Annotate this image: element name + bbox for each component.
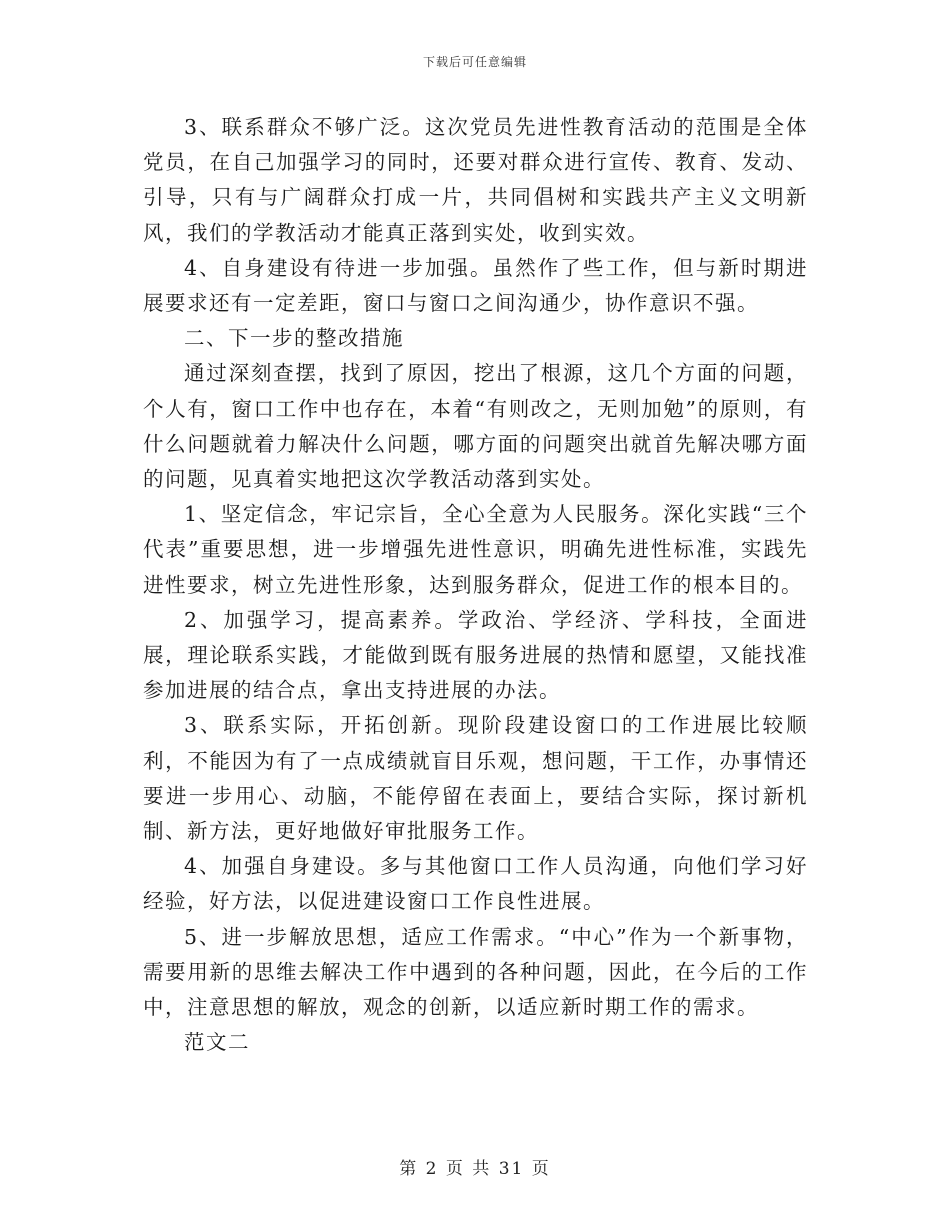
paragraph-problem-3: 3、联系群众不够广泛。这次党员先进性教育活动的范围是全体党员，在自己加强学习的同时，还要对群众进行宣传、教育、发动、引导，只有与广阔群众打成一片，共同倡树和实践共产主义文明新风，我们的学教活动才能真正落到实处，收到实效。	[143, 115, 808, 245]
paragraph-measure-5: 5、进一步解放思想，适应工作需求。“中心”作为一个新事物，需要用新的思维去解决工作中遇到的各种问题，因此，在今后的工作中，注意思想的解放，观念的创新，以适应新时期工作的需求。	[143, 924, 808, 1020]
paragraph-measure-2: 2、加强学习，提高素养。学政治、学经济、学科技，全面进展，理论联系实践，才能做到既有服务进展的热情和愿望，又能找准参加进展的结合点，拿出支持进展的办法。	[143, 607, 808, 703]
document-body	[143, 110, 808, 1060]
paragraph-problem-4: 4、自身建设有待进一步加强。虽然作了些工作，但与新时期进展要求还有一定差距，窗口与窗口之间沟通少，协作意识不强。	[143, 255, 808, 316]
paragraph-measure-4: 4、加强自身建设。多与其他窗口工作人员沟通，向他们学习好经验，好方法，以促进建设窗口工作良性进展。	[143, 854, 808, 914]
paragraph-measure-1: 1、坚定信念，牢记宗旨，全心全意为人民服务。深化实践“三个代表”重要思想，进一步增强先进性意识，明确先进性标准，实践先进性要求，树立先进性形象，达到服务群众，促进工作的根本目的。	[143, 502, 808, 597]
paragraph-measures-intro: 通过深刻查摆，找到了原因，挖出了根源，这几个方面的问题，个人有，窗口工作中也存在，本着“有则改之，无则加勉”的原则，有什么问题就着力解决什么问题，哪方面的问题突出就首先解决哪方面的问题，见真着实地把这次学教活动落到实处。	[143, 361, 808, 492]
page-header: 下载后可任意编辑	[422, 55, 527, 69]
section-heading-measures: 二、下一步的整改措施	[184, 326, 404, 351]
page-number-footer: 第 2 页 共 31 页	[399, 1159, 551, 1179]
section-heading-sample-2: 范文二	[184, 1030, 250, 1055]
paragraph-measure-3: 3、联系实际，开拓创新。现阶段建设窗口的工作进展比较顺利，不能因为有了一点成绩就盲目乐观，想问题，干工作，办事情还要进一步用心、动脑，不能停留在表面上，要结合实际，探讨新机制、新方法，更好地做好审批服务工作。	[143, 713, 808, 844]
